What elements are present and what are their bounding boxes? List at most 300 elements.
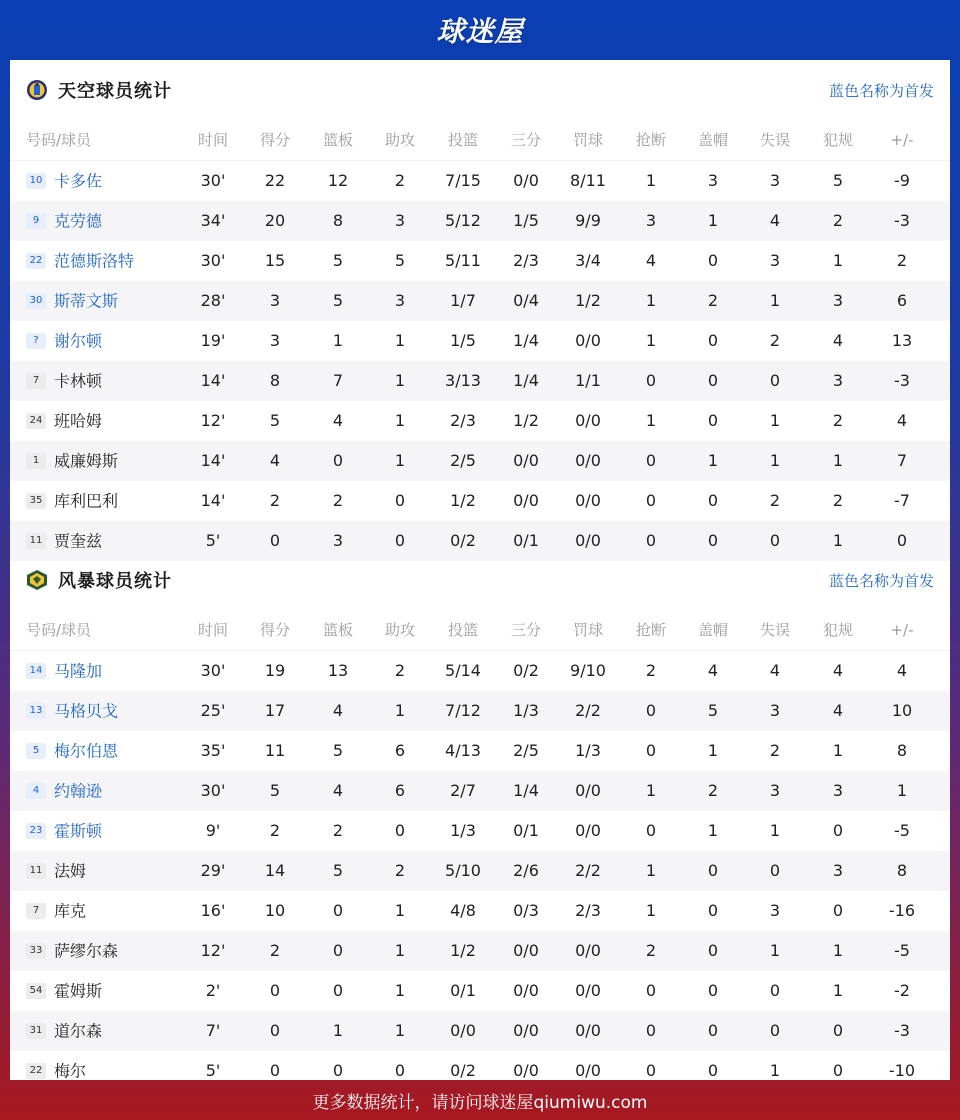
player-name-link[interactable]: 梅尔: [54, 1061, 87, 1081]
stat-turnovers: 3: [769, 171, 781, 190]
player-cell: [26, 651, 196, 691]
stat-plus-minus: -3: [894, 211, 910, 230]
stat-steals: 0: [645, 531, 657, 550]
stat-assists: 3: [394, 291, 406, 310]
brand-logo: 球迷屋: [436, 15, 524, 48]
stat-three-pointers: 0/1: [513, 821, 539, 840]
stat-points: 4: [269, 451, 281, 470]
stat-turnovers: 3: [769, 901, 781, 920]
stat-steals: 2: [645, 941, 657, 960]
player-name-link[interactable]: 霍姆斯: [54, 981, 103, 1001]
stat-points: 19: [264, 661, 286, 680]
stat-assists: 1: [394, 331, 406, 350]
stat-points: 0: [269, 1061, 281, 1080]
player-name-link[interactable]: 班哈姆: [54, 411, 103, 431]
stat-three-pointers: 0/0: [513, 171, 539, 190]
column-header-free-throws[interactable]: 罚球: [572, 621, 603, 639]
stat-steals: 1: [645, 901, 657, 920]
stat-points: 11: [264, 741, 286, 760]
stat-turnovers: 0: [769, 531, 781, 550]
stat-fouls: 3: [832, 861, 844, 880]
stat-assists: 0: [394, 821, 406, 840]
stat-turnovers: 1: [769, 411, 781, 430]
stat-field-goals: 2/7: [450, 781, 476, 800]
player-row[interactable]: [10, 441, 950, 481]
player-row[interactable]: [10, 481, 950, 521]
stat-three-pointers: 0/4: [513, 291, 539, 310]
stat-plus-minus: 1: [896, 781, 908, 800]
stat-steals: 1: [645, 291, 657, 310]
player-cell: [26, 321, 196, 361]
stat-fouls: 1: [832, 451, 844, 470]
stat-three-pointers: 0/0: [513, 491, 539, 510]
stat-turnovers: 3: [769, 781, 781, 800]
stat-steals: 0: [645, 1021, 657, 1040]
column-header-rebounds[interactable]: 篮板: [322, 131, 353, 149]
jersey-number-badge: 5: [26, 743, 46, 759]
stat-field-goals: 0/2: [450, 1061, 476, 1080]
stat-points: 0: [269, 1021, 281, 1040]
stat-plus-minus: -2: [894, 981, 910, 1000]
column-header-minutes[interactable]: 时间: [197, 621, 228, 639]
stat-blocks: 0: [707, 531, 719, 550]
stat-field-goals: 0/2: [450, 531, 476, 550]
column-header-plus-minus[interactable]: +/-: [890, 621, 914, 639]
player-row[interactable]: [10, 201, 950, 241]
stat-minutes: 5': [205, 531, 221, 550]
player-row[interactable]: [10, 691, 950, 731]
stat-plus-minus: -5: [894, 821, 910, 840]
stat-plus-minus: 0: [896, 531, 908, 550]
stat-rebounds: 1: [332, 331, 344, 350]
stat-free-throws: 0/0: [575, 411, 601, 430]
player-row[interactable]: [10, 401, 950, 441]
stat-steals: 0: [645, 741, 657, 760]
stat-minutes: 5': [205, 1061, 221, 1080]
player-row[interactable]: [10, 361, 950, 401]
stat-assists: 1: [394, 411, 406, 430]
stat-steals: 0: [645, 371, 657, 390]
stat-three-pointers: 0/1: [513, 531, 539, 550]
stat-fouls: 2: [832, 491, 844, 510]
player-cell: [26, 691, 196, 731]
stat-turnovers: 2: [769, 741, 781, 760]
stat-turnovers: 1: [769, 821, 781, 840]
stat-assists: 1: [394, 1021, 406, 1040]
jersey-number-badge: 10: [26, 173, 46, 189]
jersey-number-badge: 4: [26, 783, 46, 799]
stat-minutes: 28': [200, 291, 226, 310]
stat-three-pointers: 2/6: [513, 861, 539, 880]
stat-plus-minus: -3: [894, 1021, 910, 1040]
stat-rebounds: 12: [327, 171, 349, 190]
stat-free-throws: 0/0: [575, 1021, 601, 1040]
column-header-fouls[interactable]: 犯规: [822, 621, 853, 639]
player-cell: [26, 851, 196, 891]
player-cell: [26, 931, 196, 971]
stat-points: 2: [269, 821, 281, 840]
stat-steals: 3: [645, 211, 657, 230]
stat-field-goals: 3/13: [445, 371, 481, 390]
stat-assists: 1: [394, 981, 406, 1000]
stat-blocks: 1: [707, 821, 719, 840]
sky-team-logo-icon: [26, 79, 48, 101]
player-cell: [26, 281, 196, 321]
jersey-number-badge: 23: [26, 823, 46, 839]
stat-blocks: 1: [707, 451, 719, 470]
team-title: 天空球员统计: [58, 81, 172, 102]
player-cell: [26, 481, 196, 521]
stat-steals: 1: [645, 861, 657, 880]
stat-assists: 3: [394, 211, 406, 230]
player-name-link[interactable]: 库利巴利: [54, 491, 119, 511]
stat-plus-minus: 7: [896, 451, 908, 470]
stat-three-pointers: 1/4: [513, 781, 539, 800]
stat-rebounds: 3: [332, 531, 344, 550]
player-name-link[interactable]: 克劳德: [54, 211, 103, 231]
jersey-number-badge: 30: [26, 293, 46, 309]
stat-minutes: 30': [200, 781, 226, 800]
stat-blocks: 2: [707, 781, 719, 800]
column-header-field-goals[interactable]: 投篮: [447, 131, 478, 149]
stat-plus-minus: 8: [896, 741, 908, 760]
column-header-minutes[interactable]: 时间: [197, 131, 228, 149]
stat-rebounds: 0: [332, 1061, 344, 1080]
stat-points: 3: [269, 331, 281, 350]
stat-assists: 2: [394, 861, 406, 880]
player-cell: [26, 361, 196, 401]
stat-minutes: 29': [200, 861, 226, 880]
column-header-field-goals[interactable]: 投篮: [447, 621, 478, 639]
jersey-number-badge: 33: [26, 943, 46, 959]
stat-steals: 0: [645, 701, 657, 720]
stat-free-throws: 9/9: [575, 211, 601, 230]
stat-rebounds: 7: [332, 371, 344, 390]
player-row[interactable]: [10, 931, 950, 971]
stat-turnovers: 2: [769, 491, 781, 510]
stat-minutes: 19': [200, 331, 226, 350]
stat-three-pointers: 1/3: [513, 701, 539, 720]
team-section-0: [10, 60, 950, 561]
jersey-number-badge: 11: [26, 533, 46, 549]
column-header-rebounds[interactable]: 篮板: [322, 621, 353, 639]
stat-assists: 1: [394, 371, 406, 390]
stat-blocks: 3: [707, 171, 719, 190]
player-name-link[interactable]: 萨缪尔森: [54, 941, 119, 961]
footer-link-text[interactable]: 更多数据统计，请访问球迷屋qiumiwu.com: [312, 1092, 648, 1113]
stat-minutes: 12': [200, 411, 226, 430]
stat-free-throws: 0/0: [575, 491, 601, 510]
jersey-number-badge: 22: [26, 253, 46, 269]
stat-field-goals: 1/2: [450, 941, 476, 960]
player-row[interactable]: [10, 811, 950, 851]
stat-blocks: 0: [707, 331, 719, 350]
stat-steals: 1: [645, 331, 657, 350]
player-name-link[interactable]: 斯蒂文斯: [54, 291, 119, 311]
stat-fouls: 1: [832, 531, 844, 550]
player-cell: [26, 811, 196, 851]
stat-rebounds: 0: [332, 451, 344, 470]
stat-fouls: 5: [832, 171, 844, 190]
player-row[interactable]: [10, 281, 950, 321]
stat-plus-minus: 4: [896, 661, 908, 680]
stat-assists: 0: [394, 1061, 406, 1080]
stat-field-goals: 1/3: [450, 821, 476, 840]
jersey-number-badge: 24: [26, 413, 46, 429]
column-header-fouls[interactable]: 犯规: [822, 131, 853, 149]
stat-assists: 1: [394, 451, 406, 470]
player-row[interactable]: [10, 851, 950, 891]
stat-points: 5: [269, 781, 281, 800]
column-header-assists[interactable]: 助攻: [384, 131, 415, 149]
stat-points: 2: [269, 941, 281, 960]
player-row[interactable]: [10, 161, 950, 201]
column-header-plus-minus[interactable]: +/-: [890, 131, 914, 149]
stat-minutes: 12': [200, 941, 226, 960]
stat-blocks: 0: [707, 1021, 719, 1040]
stat-blocks: 0: [707, 861, 719, 880]
stat-rebounds: 4: [332, 701, 344, 720]
column-header-assists[interactable]: 助攻: [384, 621, 415, 639]
column-header-player[interactable]: 号码/球员: [26, 621, 92, 639]
stat-free-throws: 9/10: [570, 661, 606, 680]
stat-minutes: 14': [200, 451, 226, 470]
stat-plus-minus: -3: [894, 371, 910, 390]
stat-three-pointers: 0/0: [513, 981, 539, 1000]
stat-plus-minus: -7: [894, 491, 910, 510]
jersey-number-badge: 7: [26, 373, 46, 389]
stat-rebounds: 4: [332, 411, 344, 430]
player-name-link[interactable]: 道尔森: [54, 1021, 103, 1041]
stat-fouls: 4: [832, 701, 844, 720]
column-header-three-pointers[interactable]: 三分: [510, 621, 541, 639]
column-header-points[interactable]: 得分: [259, 131, 290, 149]
stat-points: 15: [264, 251, 286, 270]
stat-turnovers: 0: [769, 981, 781, 1000]
jersey-number-badge: 11: [26, 863, 46, 879]
stat-fouls: 4: [832, 331, 844, 350]
jersey-number-badge: 22: [26, 1063, 46, 1079]
player-name-link[interactable]: 卡多佐: [54, 171, 103, 191]
stat-assists: 5: [394, 251, 406, 270]
stat-fouls: 0: [832, 1021, 844, 1040]
stat-plus-minus: 13: [891, 331, 913, 350]
stat-plus-minus: 6: [896, 291, 908, 310]
stat-turnovers: 2: [769, 331, 781, 350]
stat-blocks: 1: [707, 211, 719, 230]
stat-minutes: 34': [200, 211, 226, 230]
stat-fouls: 4: [832, 661, 844, 680]
stat-steals: 0: [645, 981, 657, 1000]
stat-turnovers: 4: [769, 211, 781, 230]
stat-fouls: 1: [832, 981, 844, 1000]
stat-three-pointers: 2/3: [513, 251, 539, 270]
player-name-link[interactable]: 谢尔顿: [54, 331, 103, 351]
player-name-link[interactable]: 威廉姆斯: [54, 451, 119, 471]
stat-free-throws: 1/1: [575, 371, 601, 390]
stat-plus-minus: -10: [888, 1061, 916, 1080]
stat-three-pointers: 0/0: [513, 941, 539, 960]
stat-fouls: 1: [832, 251, 844, 270]
stat-fouls: 3: [832, 781, 844, 800]
stat-minutes: 14': [200, 491, 226, 510]
stat-free-throws: 0/0: [575, 1061, 601, 1080]
column-header-three-pointers[interactable]: 三分: [510, 131, 541, 149]
jersey-number-badge: 54: [26, 983, 46, 999]
stat-steals: 0: [645, 491, 657, 510]
column-header-steals[interactable]: 抢断: [635, 131, 666, 149]
stat-points: 2: [269, 491, 281, 510]
player-cell: [26, 241, 196, 281]
stat-three-pointers: 0/0: [513, 1061, 539, 1080]
stat-minutes: 30': [200, 661, 226, 680]
stat-blocks: 4: [707, 661, 719, 680]
stat-rebounds: 0: [332, 941, 344, 960]
stat-minutes: 30': [200, 251, 226, 270]
stat-free-throws: 0/0: [575, 451, 601, 470]
player-name-link[interactable]: 法姆: [54, 861, 87, 881]
stat-steals: 4: [645, 251, 657, 270]
stat-steals: 1: [645, 171, 657, 190]
stat-points: 22: [264, 171, 286, 190]
team-header: [10, 550, 950, 610]
stat-turnovers: 1: [769, 451, 781, 470]
player-row[interactable]: [10, 1011, 950, 1051]
jersey-number-badge: 9: [26, 213, 46, 229]
player-cell: [26, 161, 196, 201]
stat-assists: 1: [394, 701, 406, 720]
stat-assists: 2: [394, 661, 406, 680]
player-cell: [26, 771, 196, 811]
stat-turnovers: 4: [769, 661, 781, 680]
stat-minutes: 16': [200, 901, 226, 920]
stat-field-goals: 5/14: [445, 661, 481, 680]
stat-blocks: 0: [707, 371, 719, 390]
player-row[interactable]: [10, 321, 950, 361]
stat-rebounds: 0: [332, 981, 344, 1000]
player-row[interactable]: [10, 731, 950, 771]
stat-fouls: 3: [832, 371, 844, 390]
stat-points: 8: [269, 371, 281, 390]
stat-plus-minus: -5: [894, 941, 910, 960]
stat-free-throws: 1/3: [575, 741, 601, 760]
stat-free-throws: 0/0: [575, 981, 601, 1000]
column-header-turnovers[interactable]: 失误: [759, 621, 790, 639]
player-name-link[interactable]: 贾奎兹: [54, 531, 103, 551]
player-name-link[interactable]: 库克: [54, 901, 87, 921]
stat-plus-minus: 4: [896, 411, 908, 430]
stat-field-goals: 1/2: [450, 491, 476, 510]
column-header-points[interactable]: 得分: [259, 621, 290, 639]
stat-points: 17: [264, 701, 286, 720]
stat-blocks: 1: [707, 741, 719, 760]
stat-steals: 1: [645, 781, 657, 800]
stat-rebounds: 0: [332, 901, 344, 920]
team-header: [10, 60, 950, 120]
stat-three-pointers: 1/5: [513, 211, 539, 230]
stat-points: 0: [269, 981, 281, 1000]
stat-rebounds: 4: [332, 781, 344, 800]
column-header-player[interactable]: 号码/球员: [26, 131, 92, 149]
stat-plus-minus: 8: [896, 861, 908, 880]
stat-rebounds: 2: [332, 821, 344, 840]
column-header-turnovers[interactable]: 失误: [759, 131, 790, 149]
stat-rebounds: 5: [332, 741, 344, 760]
player-name-link[interactable]: 范德斯洛特: [54, 251, 135, 271]
stat-points: 0: [269, 531, 281, 550]
stat-fouls: 0: [832, 821, 844, 840]
jersey-number-badge: 13: [26, 703, 46, 719]
stat-free-throws: 0/0: [575, 781, 601, 800]
player-row[interactable]: [10, 891, 950, 931]
stat-steals: 0: [645, 451, 657, 470]
player-cell: [26, 441, 196, 481]
jersey-number-badge: 31: [26, 1023, 46, 1039]
player-name-link[interactable]: 卡林顿: [54, 371, 103, 391]
stat-rebounds: 5: [332, 251, 344, 270]
stat-free-throws: 0/0: [575, 331, 601, 350]
column-header-steals[interactable]: 抢断: [635, 621, 666, 639]
stat-assists: 6: [394, 781, 406, 800]
stat-three-pointers: 0/2: [513, 661, 539, 680]
stat-blocks: 5: [707, 701, 719, 720]
stat-field-goals: 1/7: [450, 291, 476, 310]
brand-header: [0, 0, 960, 60]
stat-minutes: 2': [205, 981, 221, 1000]
stat-blocks: 0: [707, 491, 719, 510]
storm-team-logo-icon: [26, 569, 48, 591]
player-name-link[interactable]: 约翰逊: [54, 781, 103, 801]
stat-rebounds: 8: [332, 211, 344, 230]
stat-field-goals: 5/10: [445, 861, 481, 880]
stat-fouls: 2: [832, 211, 844, 230]
stat-points: 3: [269, 291, 281, 310]
stat-plus-minus: -9: [894, 171, 910, 190]
player-row[interactable]: [10, 651, 950, 691]
player-row[interactable]: [10, 971, 950, 1011]
stat-three-pointers: 1/4: [513, 371, 539, 390]
player-name-link[interactable]: 马隆加: [54, 661, 103, 681]
player-row[interactable]: [10, 241, 950, 281]
player-row[interactable]: [10, 771, 950, 811]
stat-free-throws: 8/11: [570, 171, 606, 190]
stat-three-pointers: 1/4: [513, 331, 539, 350]
column-header-blocks[interactable]: 盖帽: [697, 621, 728, 639]
player-name-link[interactable]: 梅尔伯恩: [54, 741, 119, 761]
column-header-blocks[interactable]: 盖帽: [697, 131, 728, 149]
column-header-free-throws[interactable]: 罚球: [572, 131, 603, 149]
player-name-link[interactable]: 霍斯顿: [54, 821, 103, 841]
stat-assists: 0: [394, 531, 406, 550]
starter-legend-note: 蓝色名称为首发: [828, 572, 934, 590]
stat-field-goals: 1/5: [450, 331, 476, 350]
stat-field-goals: 4/8: [450, 901, 476, 920]
stat-minutes: 14': [200, 371, 226, 390]
stat-minutes: 7': [205, 1021, 221, 1040]
stat-steals: 1: [645, 411, 657, 430]
stat-turnovers: 0: [769, 371, 781, 390]
stat-rebounds: 5: [332, 291, 344, 310]
column-header-row: [10, 120, 950, 161]
stat-turnovers: 0: [769, 1021, 781, 1040]
stat-fouls: 0: [832, 901, 844, 920]
stat-minutes: 35': [200, 741, 226, 760]
stat-field-goals: 7/15: [445, 171, 481, 190]
stat-field-goals: 2/3: [450, 411, 476, 430]
stat-fouls: 0: [832, 1061, 844, 1080]
player-name-link[interactable]: 马格贝戈: [54, 701, 119, 721]
jersey-number-badge: 1: [26, 453, 46, 469]
